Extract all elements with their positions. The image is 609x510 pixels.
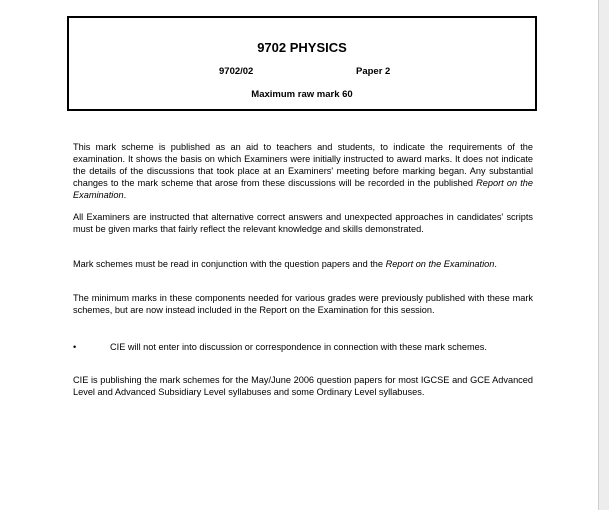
paragraph-conjunction [73, 259, 533, 271]
paragraph-end: . [494, 259, 497, 269]
report-reference: Report on the Examination [385, 259, 495, 269]
paragraph-minimum-marks: The minimum marks in these components needed for various grades were previously published with these mark schemes, but are now instead included in the Report on the Examination for this session. [73, 293, 533, 315]
viewer-margin [599, 0, 609, 510]
paragraph-publishing: CIE is publishing the mark schemes for the May/June 2006 question papers for most IGCSE and GCE Advanced Level and Advanced Subsidiary Level syllabuses and some Ordinary Level syllabuses. [73, 375, 533, 397]
paragraph-alternative-answers: All Examiners are instructed that alternative correct answers and unexpected approaches in candidates' scripts must be given marks that fairly reflect the relevant knowledge and skills demonstrated. [73, 212, 533, 234]
paper-number: Paper 2 [356, 66, 391, 77]
bullet-icon: • [73, 342, 77, 352]
max-raw-mark: Maximum raw mark 60 [251, 89, 353, 100]
paragraph-purpose-text: This mark scheme is published as an aid to teachers and students, to indicate the requirements of the examination. It shows the basis on which Examiners were initially instructed to award marks. It does not indicate the details of the discussions that took place at an Examiners' meeting before marking began. Any substantial changes to the mark scheme that arose from these discussions will be recorded in the published [73, 142, 533, 188]
header-box [67, 16, 537, 111]
paragraph-end: . [123, 189, 127, 200]
paragraph-conjunction-text: Mark schemes must be read in conjunction with the question papers and the [73, 259, 386, 269]
page-title: 9702 PHYSICS [257, 40, 347, 55]
syllabus-code: 9702/02 [219, 66, 254, 77]
report-reference: Report on the Examination [73, 177, 533, 200]
paragraph-purpose [73, 142, 533, 202]
bullet-text: CIE will not enter into discussion or correspondence in connection with these mark schemes. [110, 342, 487, 352]
